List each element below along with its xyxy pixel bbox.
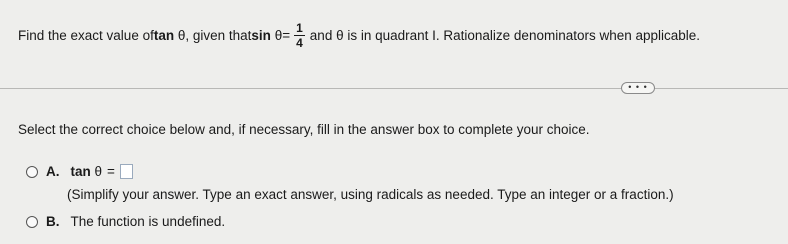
question-suffix: and θ is in quadrant I. Rationalize denominators when applicable. [309,28,701,43]
choice-b-letter: B. [46,214,60,229]
choice-a-hint: (Simplify your answer. Type an exact answer, using radicals as needed. Type an integer or a fraction.) [67,187,674,202]
question-prefix: Find the exact value of [18,28,154,43]
section-divider [0,88,788,89]
radio-button-b[interactable] [26,216,38,228]
question-sin-theta: θ [274,28,283,43]
sine-fraction [294,22,305,49]
radio-button-a[interactable] [26,166,38,178]
instruction-text: Select the correct choice below and, if necessary, fill in the answer box to complete your choice. [18,122,590,137]
choice-a-theta: θ [94,164,103,179]
question-equals: = [282,28,291,43]
more-options-button[interactable]: • • • [621,82,655,94]
question-sin: sin [251,28,271,43]
choice-a-letter: A. [46,164,60,179]
choice-a-func: tan [70,164,91,179]
fraction-numerator: 1 [296,21,303,35]
question-text [18,22,700,49]
choice-b-text: The function is undefined. [70,214,226,229]
question-theta: θ [177,28,186,43]
choice-a[interactable] [26,164,133,179]
answer-input-box[interactable] [120,164,133,179]
choice-b[interactable] [26,214,225,229]
question-given-text: , given that [185,28,252,43]
fraction-denominator: 4 [296,36,303,50]
question-func: tan [153,28,175,43]
choice-a-equals: = [107,164,115,179]
